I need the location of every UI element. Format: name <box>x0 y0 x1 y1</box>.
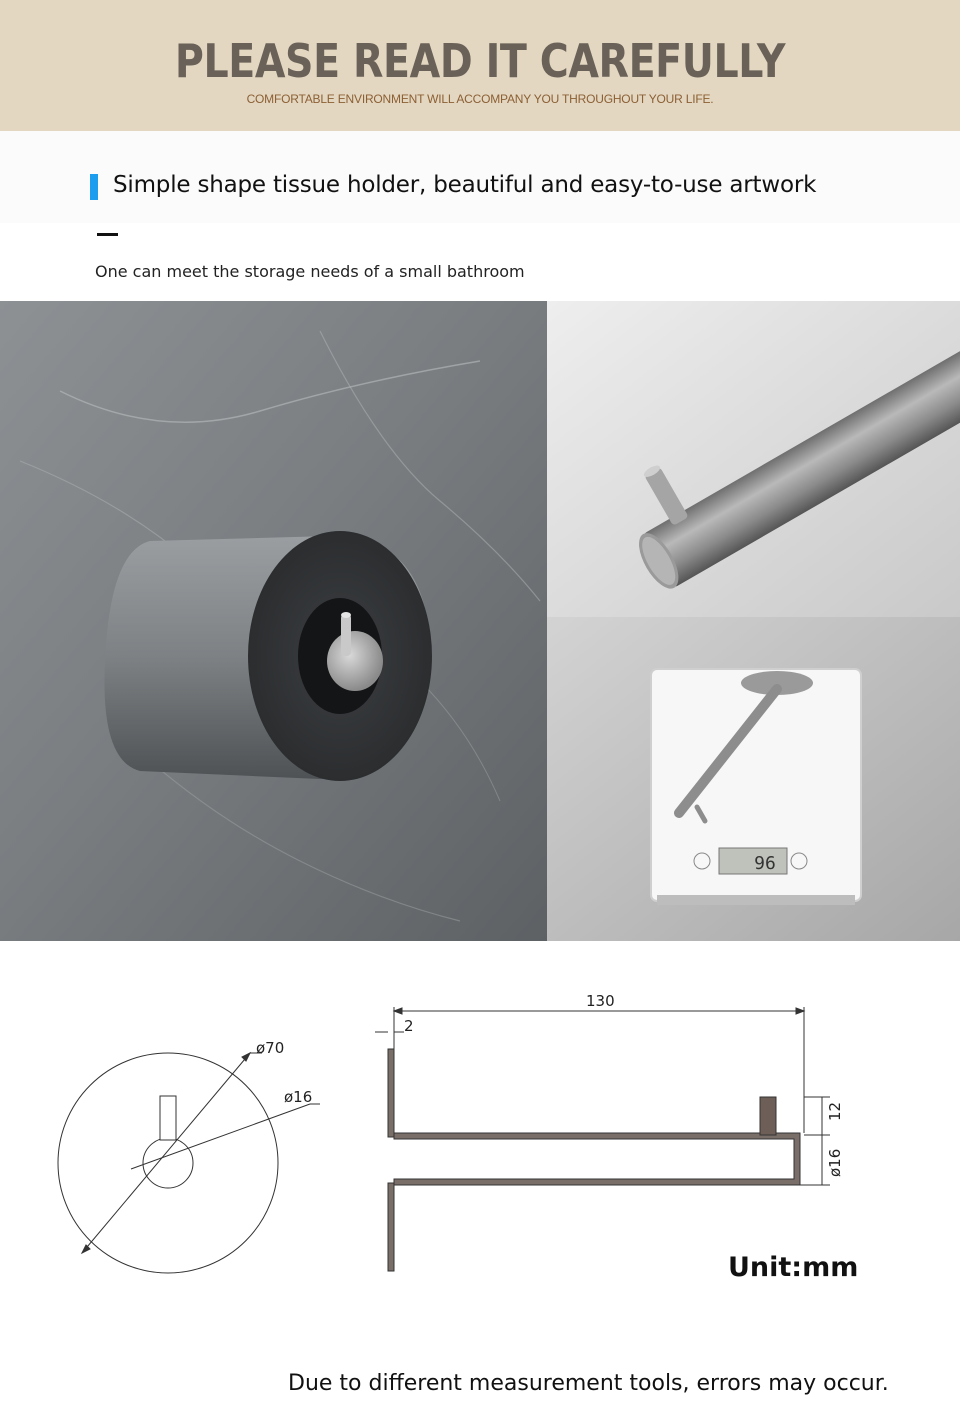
scale-display-value: 96 <box>754 853 776 874</box>
front-view <box>58 1053 320 1273</box>
banner-subtitle: COMFORTABLE ENVIRONMENT WILL ACCOMPANY YOU THROUGHOUT YOUR LIFE. <box>246 92 714 106</box>
section-heading: Simple shape tissue holder, beautiful and easy-to-use artwork <box>113 172 817 198</box>
header-banner <box>0 0 960 131</box>
heading-accent-bar <box>90 174 98 200</box>
product-photo-mounted <box>0 301 547 941</box>
dim-side-thickness: 2 <box>404 1017 414 1035</box>
dim-side-length: 130 <box>586 992 615 1010</box>
technical-drawing <box>0 941 960 1301</box>
unit-label: Unit:mm <box>728 1252 859 1283</box>
dim-front-hole-diameter: ø16 <box>284 1088 313 1106</box>
dim-hook-height: 12 <box>826 1101 844 1121</box>
product-photo-on-scale <box>547 617 960 941</box>
side-view <box>375 1007 830 1271</box>
section-description: One can meet the storage needs of a small bathroom <box>95 262 525 281</box>
product-photo-rod-closeup <box>547 301 960 617</box>
banner-title: PLEASE READ IT CAREFULLY <box>174 34 786 88</box>
measurement-note: Due to different measurement tools, errors may occur. <box>288 1371 889 1396</box>
dim-front-outer-diameter: ø70 <box>256 1039 285 1057</box>
heading-divider <box>97 233 118 236</box>
dim-rod-diameter: ø16 <box>826 1148 844 1177</box>
